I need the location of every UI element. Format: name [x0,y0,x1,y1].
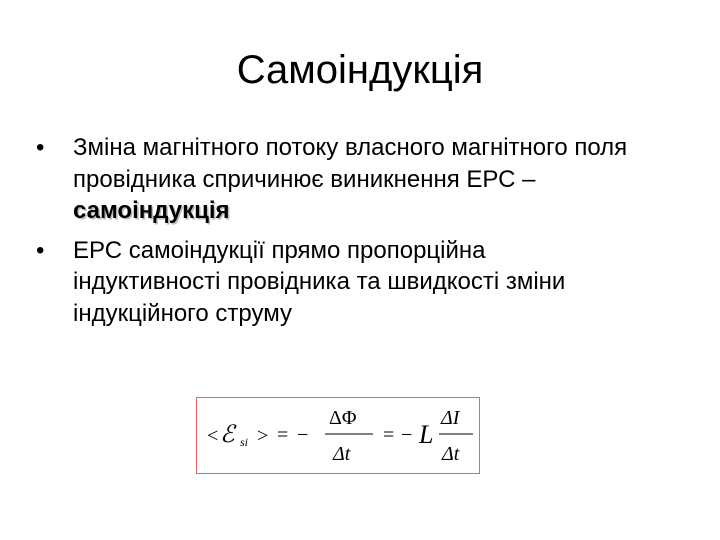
bullet-item-1 [36,132,636,227]
bullet-marker: • [36,236,45,264]
minus-sign-2: − [401,424,413,446]
formula [197,398,479,473]
fraction-2-numerator: ΔI [441,407,460,429]
bullet-text: Зміна магнітного потоку власного магнітного поля провідника спричинює виникнення ЕРС – [73,134,628,193]
formula-lhs-close: > [257,425,269,447]
formula-box [196,397,480,474]
slide-title: Самоіндукція [236,48,484,92]
bullet-item-2 [36,235,636,330]
emf-subscript: si [240,435,249,449]
fraction-2-denominator: Δt [442,443,460,465]
fraction-1-denominator: Δt [333,443,351,465]
emf-symbol: ℰ [220,422,235,448]
bullet-list [36,132,636,337]
bullet-marker: • [36,134,45,161]
equals-sign-1: = [277,424,289,446]
fraction-1-numerator: ΔΦ [329,407,357,429]
formula-lhs-open: < [207,425,219,447]
highlighted-term: самоіндукція [73,197,230,224]
inductance-symbol: L [419,420,434,449]
minus-sign-1: − [297,424,309,446]
equals-sign-2: = [383,424,395,446]
bullet-text: ЕРС самоіндукції прямо пропорційна індуктивності провідника та швидкості зміни індукційного струму [73,236,566,327]
